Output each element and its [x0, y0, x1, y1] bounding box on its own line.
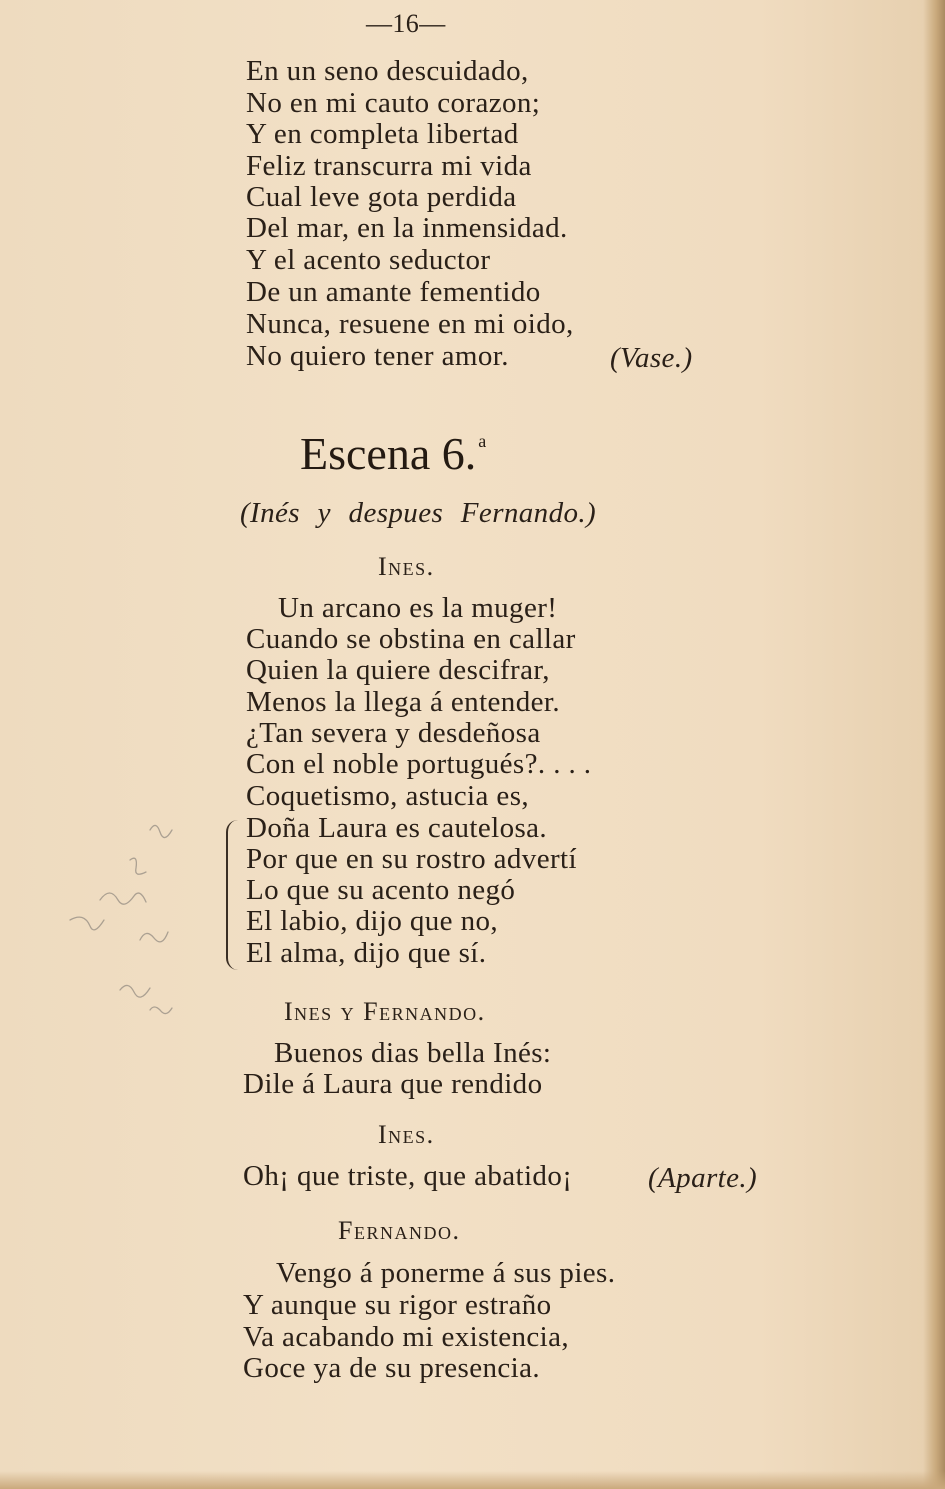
- verse-line: Coquetismo, astucia es,: [246, 780, 530, 812]
- verse-line: De un amante fementido: [246, 276, 541, 308]
- verse-line: Doña Laura es cautelosa.: [246, 812, 548, 844]
- verse-line: No en mi cauto corazon;: [246, 87, 541, 119]
- verse-line: Dile á Laura que rendido: [243, 1068, 543, 1100]
- speaker-label: Ines y Fernando.: [284, 997, 486, 1026]
- verse-line: Vengo á ponerme á sus pies.: [276, 1257, 616, 1289]
- verse-line: Goce ya de su presencia.: [243, 1352, 541, 1384]
- verse-line: El labio, dijo que no,: [246, 905, 499, 937]
- verse-line: En un seno descuidado,: [246, 55, 529, 87]
- page-bottom-shadow: [0, 1471, 945, 1489]
- scene-title-superscript: a: [478, 431, 487, 451]
- verse-line: Feliz transcurra mi vida: [246, 150, 532, 182]
- speaker-label: Ines.: [378, 552, 435, 581]
- page-edge-shadow: [923, 0, 945, 1489]
- speaker-label: Fernando.: [338, 1216, 461, 1245]
- verse-line: Menos la llega á entender.: [246, 686, 560, 718]
- verse-line: ¿Tan severa y desdeñosa: [246, 717, 541, 749]
- verse-line: Un arcano es la muger!: [278, 592, 558, 624]
- verse-line: Nunca, resuene en mi oido,: [246, 308, 574, 340]
- stage-direction-aparte: (Aparte.): [648, 1162, 758, 1194]
- verse-line: Y el acento seductor: [246, 244, 491, 276]
- verse-line: El alma, dijo que sí.: [246, 937, 487, 969]
- verse-line: Y aunque su rigor estraño: [243, 1289, 552, 1321]
- verse-line: Del mar, en la inmensidad.: [246, 212, 568, 244]
- verse-line: Quien la quiere descifrar,: [246, 654, 550, 686]
- verse-line: Buenos dias bella Inés:: [274, 1037, 552, 1069]
- stage-direction-vase: (Vase.): [610, 342, 693, 374]
- verse-line: Por que en su rostro advertí: [246, 843, 577, 875]
- verse-line: Oh¡ que triste, que abatido¡: [243, 1160, 573, 1192]
- speaker-label: Ines.: [378, 1120, 435, 1149]
- verse-line: No quiero tener amor.: [246, 340, 509, 372]
- verse-line: Cual leve gota perdida: [246, 181, 517, 213]
- verse-line: Lo que su acento negó: [246, 874, 516, 906]
- scene-title: Escena 6.: [300, 428, 477, 479]
- verse-line: Va acabando mi existencia,: [243, 1321, 570, 1353]
- pencil-marginalia: [60, 800, 220, 1040]
- scene-cast: (Inés y despues Fernando.): [240, 497, 597, 529]
- verse-line: Cuando se obstina en callar: [246, 623, 576, 655]
- verse-line: Y en completa libertad: [246, 118, 519, 150]
- scene-heading: [300, 416, 486, 479]
- verse-line: Con el noble portugués?. . . .: [246, 748, 592, 780]
- verse-bracket: [226, 820, 244, 970]
- page-number: —16—: [366, 9, 446, 38]
